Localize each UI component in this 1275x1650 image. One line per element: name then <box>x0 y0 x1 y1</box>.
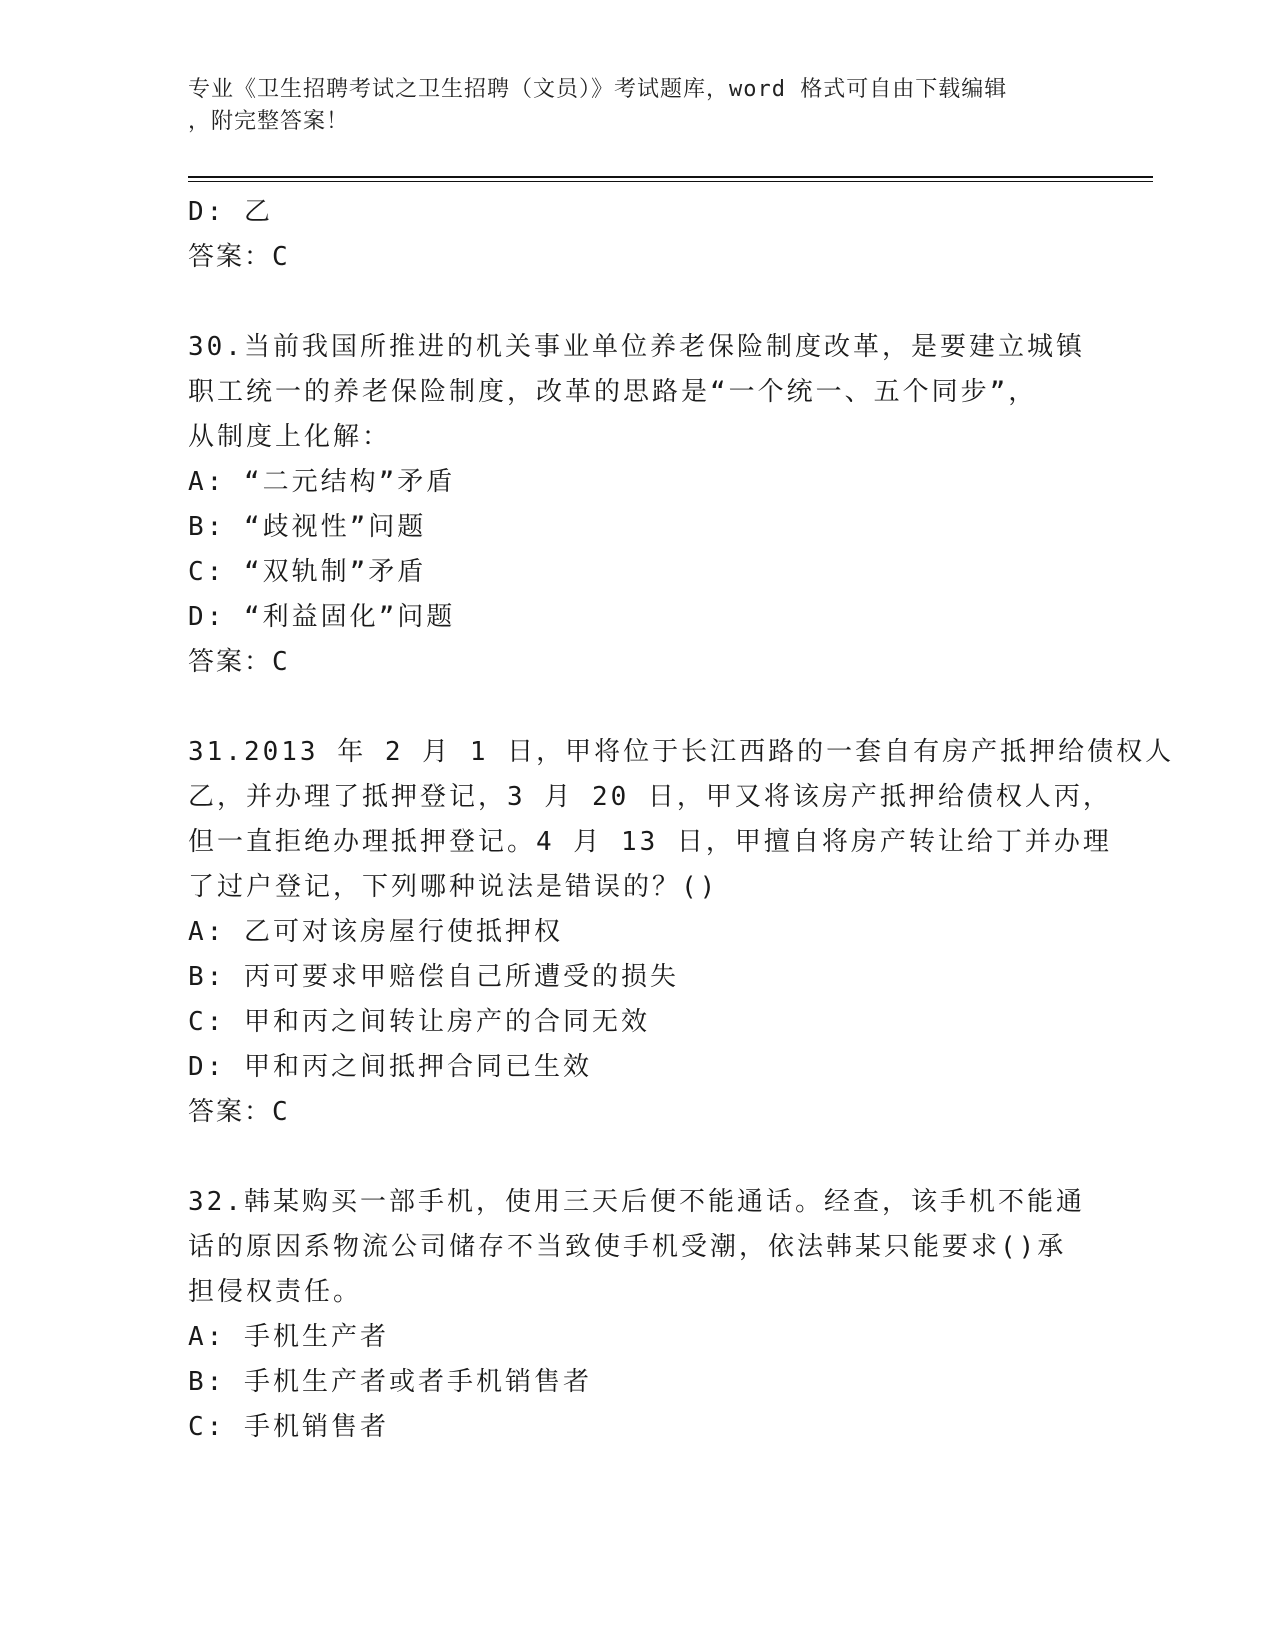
option-c: C: “双轨制”矛盾 <box>188 557 427 587</box>
question-list <box>188 190 1175 1450</box>
option-b: B: 丙可要求甲赔偿自己所遭受的损失 <box>188 962 679 992</box>
question-stem-line: 乙，并办理了抵押登记，3 月 20 日，甲又将该房产抵押给债权人丙， <box>188 782 1112 812</box>
option-b: B: “歧视性”问题 <box>188 512 427 542</box>
header-line-1: 专业《卫生招聘考试之卫生招聘（文员）》考试题库，word 格式可自由下载编辑 <box>188 77 1008 102</box>
header-rule-thin <box>188 181 1153 182</box>
spacer <box>188 685 1088 730</box>
question-stem-line: 31.2013 年 2 月 1 日，甲将位于长江西路的一套自有房产抵押给债权人 <box>188 737 1175 767</box>
option-b: B: 手机生产者或者手机销售者 <box>188 1367 592 1397</box>
header-rule-thick <box>188 176 1153 178</box>
question-32 <box>188 1180 1088 1450</box>
option-d: D: “利益固化”问题 <box>188 602 456 632</box>
option-d: D: 甲和丙之间抵押合同已生效 <box>188 1052 592 1082</box>
header-line-2: ，附完整答案！ <box>188 109 350 134</box>
question-stem-line: 从制度上化解： <box>188 422 392 452</box>
question-31 <box>188 730 1175 1135</box>
prev-option-d: D: 乙 <box>188 197 273 227</box>
answer: 答案：C <box>188 1097 290 1127</box>
option-c: C: 甲和丙之间转让房产的合同无效 <box>188 1007 650 1037</box>
prev-answer: 答案：C <box>188 242 290 272</box>
spacer <box>188 1135 1088 1180</box>
question-stem-line: 职工统一的养老保险制度，改革的思路是“一个统一、五个同步”， <box>188 377 1038 407</box>
question-30 <box>188 325 1088 685</box>
question-stem-line: 了过户登记，下列哪种说法是错误的？() <box>188 872 719 902</box>
question-stem-line: 32.韩某购买一部手机，使用三天后便不能通话。经查，该手机不能通 <box>188 1187 1085 1217</box>
question-stem-line: 担侵权责任。 <box>188 1277 363 1307</box>
answer: 答案：C <box>188 647 290 677</box>
option-a: A: “二元结构”矛盾 <box>188 467 456 497</box>
option-c: C: 手机销售者 <box>188 1412 389 1442</box>
question-stem-line: 话的原因系物流公司储存不当致使手机受潮，依法韩某只能要求()承 <box>188 1232 1067 1262</box>
question-stem-line: 30.当前我国所推进的机关事业单位养老保险制度改革，是要建立城镇 <box>188 332 1085 362</box>
option-a: A: 乙可对该房屋行使抵押权 <box>188 917 563 947</box>
question-stem-line: 但一直拒绝办理抵押登记。4 月 13 日，甲擅自将房产转让给丁并办理 <box>188 827 1112 857</box>
document-header <box>188 74 1068 138</box>
option-a: A: 手机生产者 <box>188 1322 389 1352</box>
spacer <box>188 280 1088 325</box>
